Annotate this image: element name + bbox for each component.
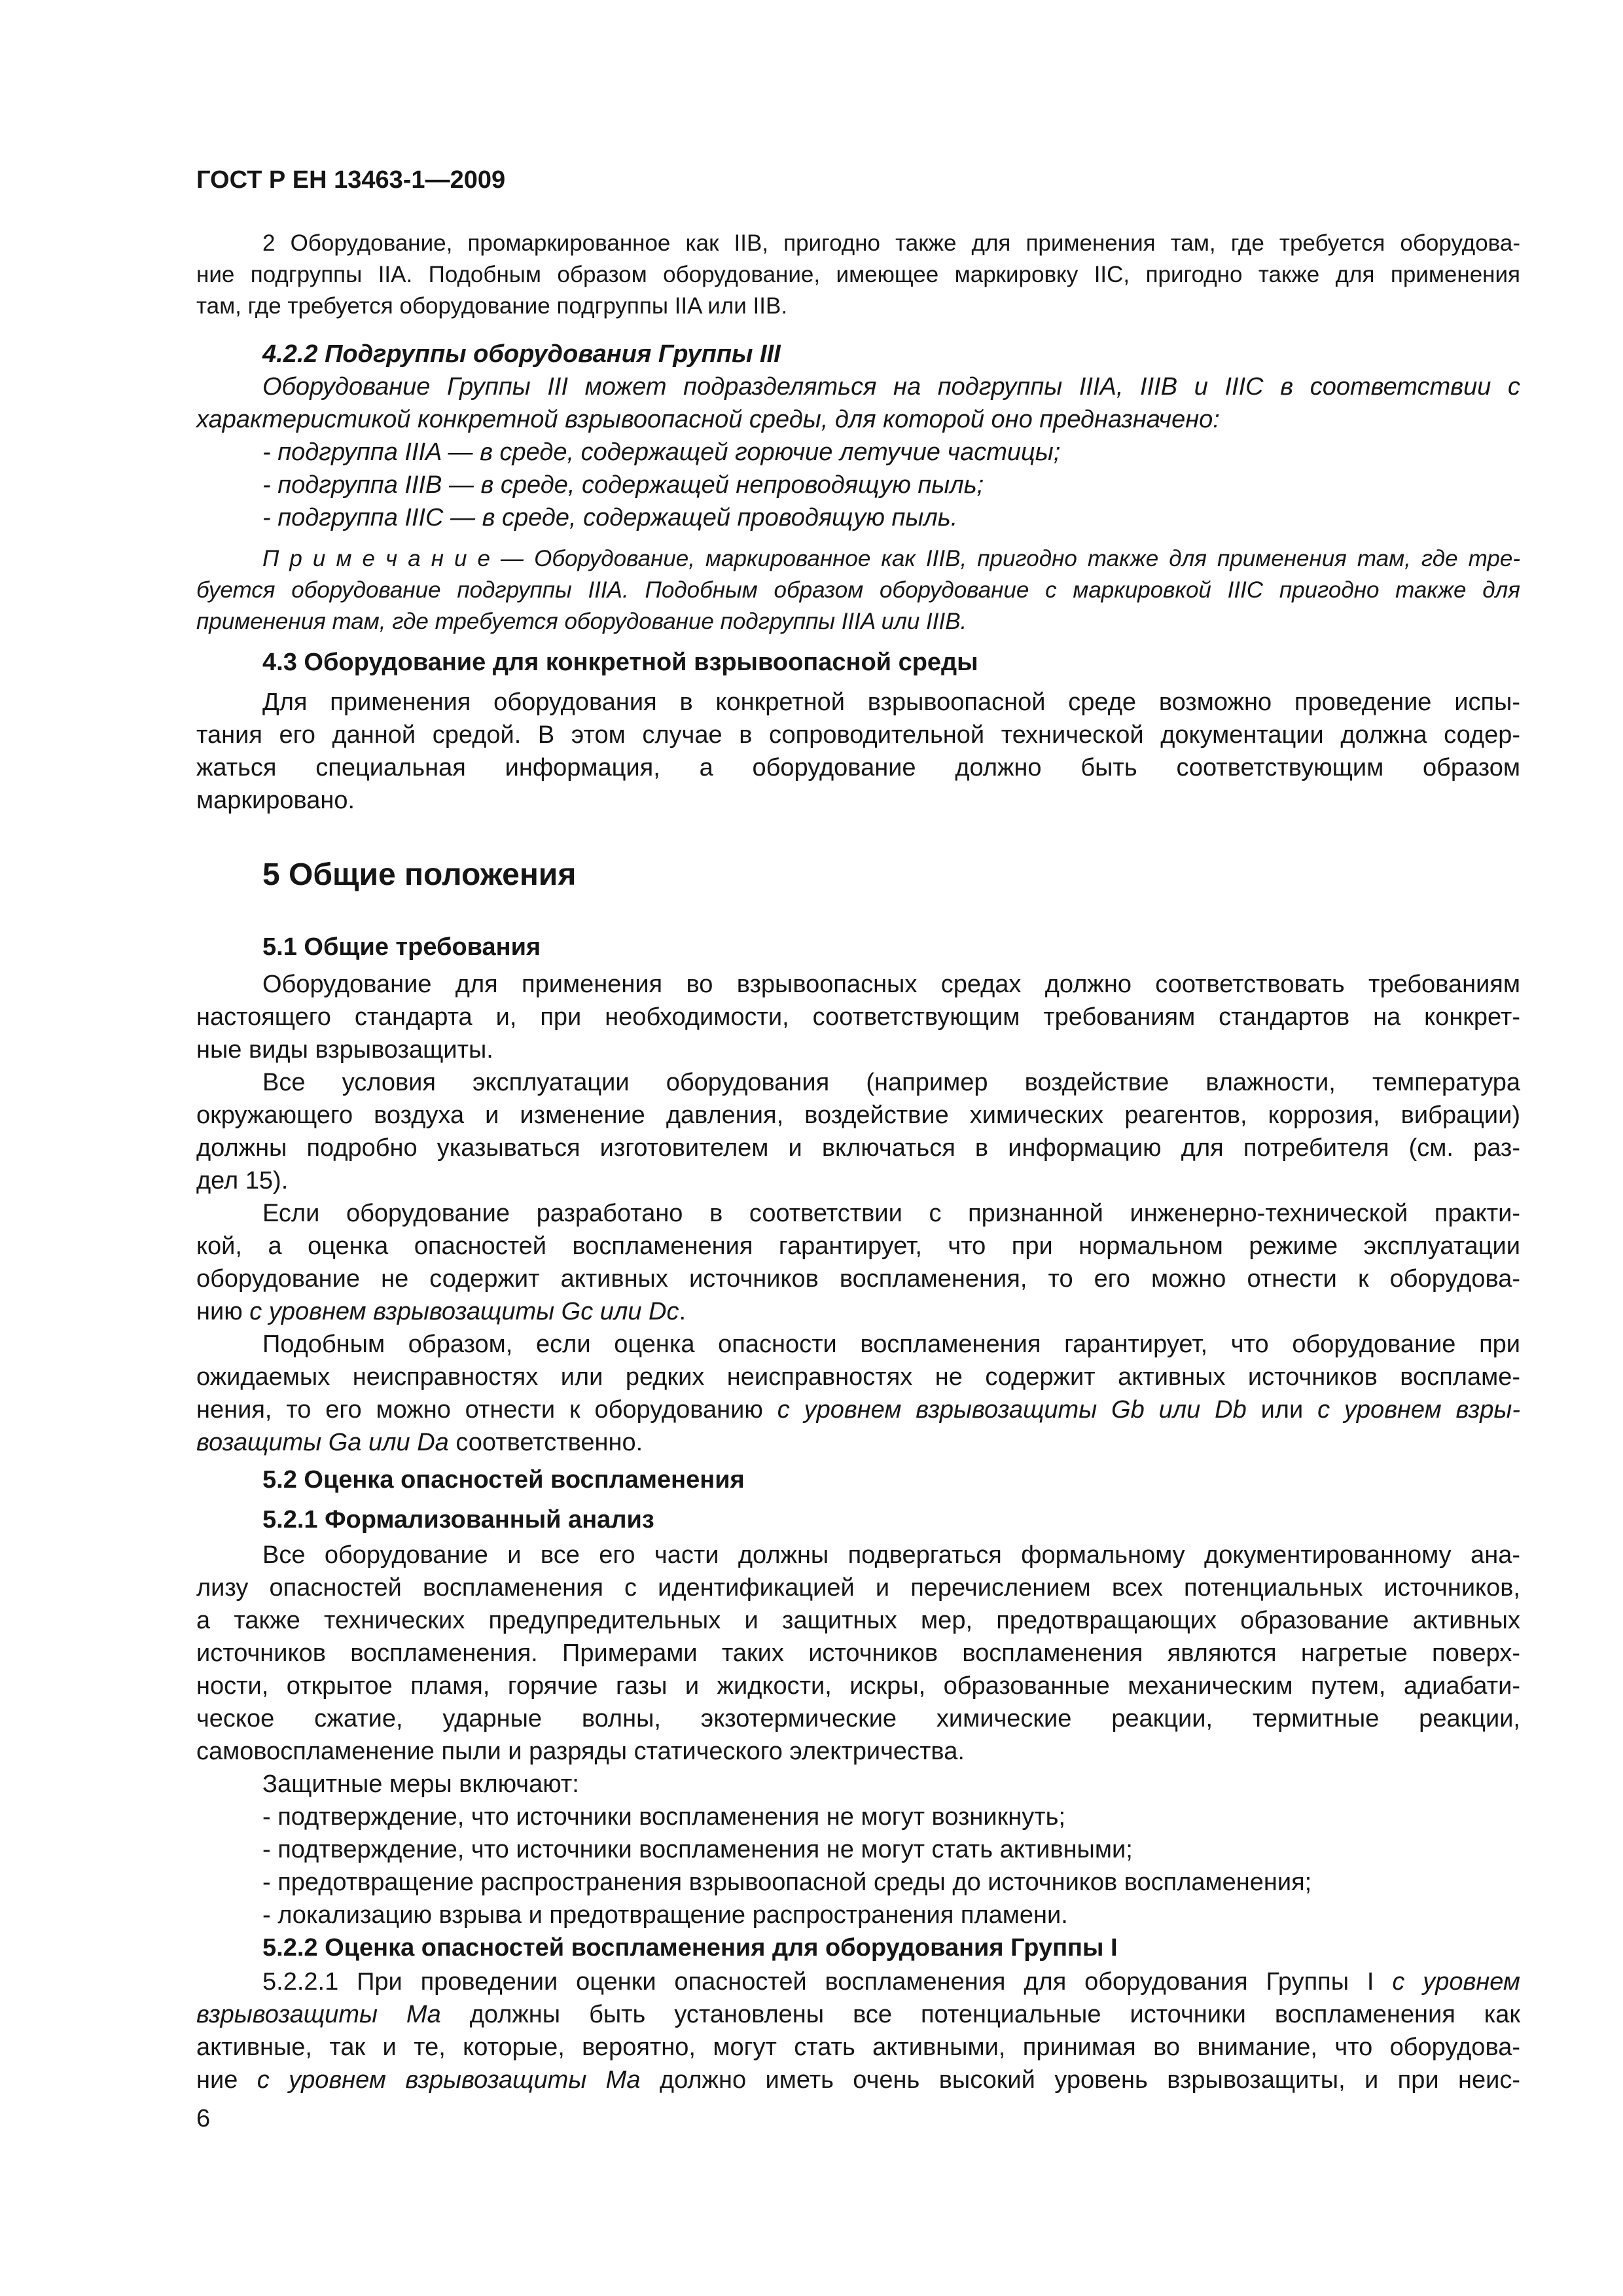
paragraph-line: окружающего воздуха и изменение давления, воздействие химических реагентов, коррозия, вибрации) [196,1102,1520,1129]
page-number: 6 [196,2105,211,2132]
text-run: ние [196,2066,257,2094]
text-column [196,0,1520,2135]
paragraph-line: ческое сжатие, ударные волны, экзотермические химические реакции, термитные реакции, [196,1705,1520,1732]
paragraph-line: источников воспламенения. Примерами таких источников воспламенения являются нагретые поверх- [196,1640,1520,1667]
section-heading-5-2-2: 5.2.2 Оценка опасностей воспламенения для оборудования Группы I [262,1934,1118,1962]
paragraph-line: ные виды взрывозащиты. [196,1036,493,1064]
section-heading-4-3: 4.3 Оборудование для конкретной взрывоопасной среды [262,649,978,676]
note-2-block [196,228,1520,322]
list-item: - подгруппа IIIA — в среде, содержащей горючие летучие частицы; [262,439,1061,466]
italic-text: взрывозащиты Ma [196,2001,441,2028]
document-header: ГОСТ Р ЕН 13463-1—2009 [196,166,506,194]
note-line: применения там, где требуется оборудование подгруппы IIIA или IIIB. [196,609,967,634]
list-item: - предотвращение распространения взрывоопасной среды до источников воспламенения; [262,1869,1312,1896]
paragraph-line: должны подробно указываться изготовителем и включаться в информацию для потребителя (см. раз- [196,1134,1520,1162]
section-heading-5: 5 Общие положения [262,857,577,892]
paragraph-line: жаться специальная информация, а оборудование должно быть соответствующим образом [196,754,1520,781]
paragraph-line: ности, открытое пламя, горячие газы и жидкости, искры, образованные механическим путем, адиабати- [196,1672,1520,1700]
paragraph-line: ожидаемых неисправностях или редких неисправностях не содержит активных источников воспламе- [196,1363,1520,1391]
text-run: нения, то его можно отнести к оборудованию [196,1396,777,1424]
italic-text: с уровнем взрывозащиты Gb или Db [777,1396,1247,1424]
text-run: соответственно. [448,1429,643,1456]
paragraph-line: оборудование не содержит активных источников воспламенения, то его можно отнести к оборудова- [196,1265,1520,1293]
note-line: там, где требуется оборудование подгруппы IIA или IIB. [196,293,788,319]
paragraph-line [196,1393,1520,1426]
list-item: - подтверждение, что источники воспламенения не могут стать активными; [262,1836,1133,1863]
paragraph-line [196,1998,1520,2031]
section-4-2-2-body [196,370,1520,534]
paragraph-line [196,1965,1520,1998]
italic-text: возащиты Ga или Da [196,1429,449,1456]
section-4-3-body [196,686,1520,817]
section-heading-5-1: 5.1 Общие требования [262,933,541,961]
list-item: - подгруппа IIIB — в среде, содержащей непроводящую пыль; [262,471,984,499]
paragraph-line [196,1295,1520,1328]
paragraph-line [196,1426,1520,1459]
measures-intro: Защитные меры включают: [262,1770,579,1798]
paragraph-line: а также технических предупредительных и защитных мер, предотвращающих образование активных [196,1607,1520,1634]
list-item: - подтверждение, что источники воспламенения не могут возникнуть; [262,1803,1066,1831]
text-run: 5.2.2.1 При проведении оценки опасностей воспламенения для оборудования Группы I [262,1968,1393,1996]
section-5-2-1-body [196,1539,1520,1931]
italic-text: с уровнем взры- [1317,1396,1520,1424]
paragraph-line: активные, так и те, которые, вероятно, могут стать активными, принимая во внимание, что оборудова- [196,2034,1520,2061]
paragraph-line: Оборудование для применения во взрывоопасных средах должно соответствовать требованиям [262,971,1520,998]
paragraph-line: маркировано. [196,787,355,814]
note-line: ние подгруппы IIA. Подобным образом оборудование, имеющее маркировку IIC, пригодно также для применения [196,262,1520,287]
list-item: - подгруппа IIIC — в среде, содержащей проводящую пыль. [262,504,958,531]
paragraph-line: самовоспламенение пыли и разряды статического электричества. [196,1738,965,1765]
paragraph-line: Для применения оборудования в конкретной взрывоопасной среде возможно проведение испы- [262,689,1520,716]
section-5-2-2-body [196,1965,1520,2096]
italic-text: с уровнем взрывозащиты Ma [257,2066,641,2094]
paragraph-line: Если оборудование разработано в соответствии с признанной инженерно-технической практи- [262,1200,1520,1227]
italic-text: с уровнем взрывозащиты Gc или Dc [249,1298,679,1325]
paragraph-line: Подобным образом, если оценка опасности воспламенения гарантирует, что оборудование при [262,1331,1520,1358]
paragraph-line: Оборудование Группы III может подразделяться на подгруппы IIIA, IIIB и IIIC в соответствии с [262,373,1520,401]
note-line: 2 Оборудование, промаркированное как IIB, пригодно также для применения там, где требуется оборудова- [262,230,1520,256]
italic-text: с уровнем [1392,1968,1520,1996]
paragraph-line: дел 15). [196,1167,289,1194]
section-5-1-body [196,968,1520,1459]
paragraph-line: характеристикой конкретной взрывоопасной среды, для которой оно предназначено: [196,406,1220,433]
paragraph-line: настоящего стандарта и, при необходимости, соответствующим требованиям стандартов на конкрет- [196,1003,1520,1031]
paragraph-line: Все оборудование и все его части должны подвергаться формальному документированному ана- [262,1541,1520,1569]
text-run: должны быть установлены все потенциальные источники воспламенения как [440,2001,1520,2028]
text-run: . [679,1298,687,1325]
list-item: - локализацию взрыва и предотвращение распространения пламени. [262,1901,1068,1929]
note-block [196,543,1520,637]
text-run: или [1246,1396,1318,1424]
paragraph-line: тания его данной средой. В этом случае в сопроводительной технической документации должна содер- [196,721,1520,749]
note-line: буется оборудование подгруппы IIIA. Подобным образом оборудование с маркировкой IIIC пригодно также для [196,577,1520,603]
section-heading-4-2-2: 4.2.2 Подгруппы оборудования Группы III [262,340,781,368]
paragraph-line [196,2064,1520,2096]
text-run: должно иметь очень высокий уровень взрывозащиты, и при неис- [640,2066,1521,2094]
note-line: П р и м е ч а н и е — Оборудование, маркированное как IIIB, пригодно также для применения там, где тре- [262,546,1520,571]
paragraph-line: кой, а оценка опасностей воспламенения гарантирует, что при нормальном режиме эксплуатации [196,1232,1520,1260]
paragraph-line: Все условия эксплуатации оборудования (например воздействие влажности, температура [262,1069,1520,1096]
section-heading-5-2: 5.2 Оценка опасностей воспламенения [262,1466,745,1494]
section-heading-5-2-1: 5.2.1 Формализованный анализ [262,1506,654,1534]
paragraph-line: лизу опасностей воспламенения с идентификацией и перечислением всех потенциальных источников, [196,1574,1520,1602]
text-run: нию [196,1298,250,1325]
